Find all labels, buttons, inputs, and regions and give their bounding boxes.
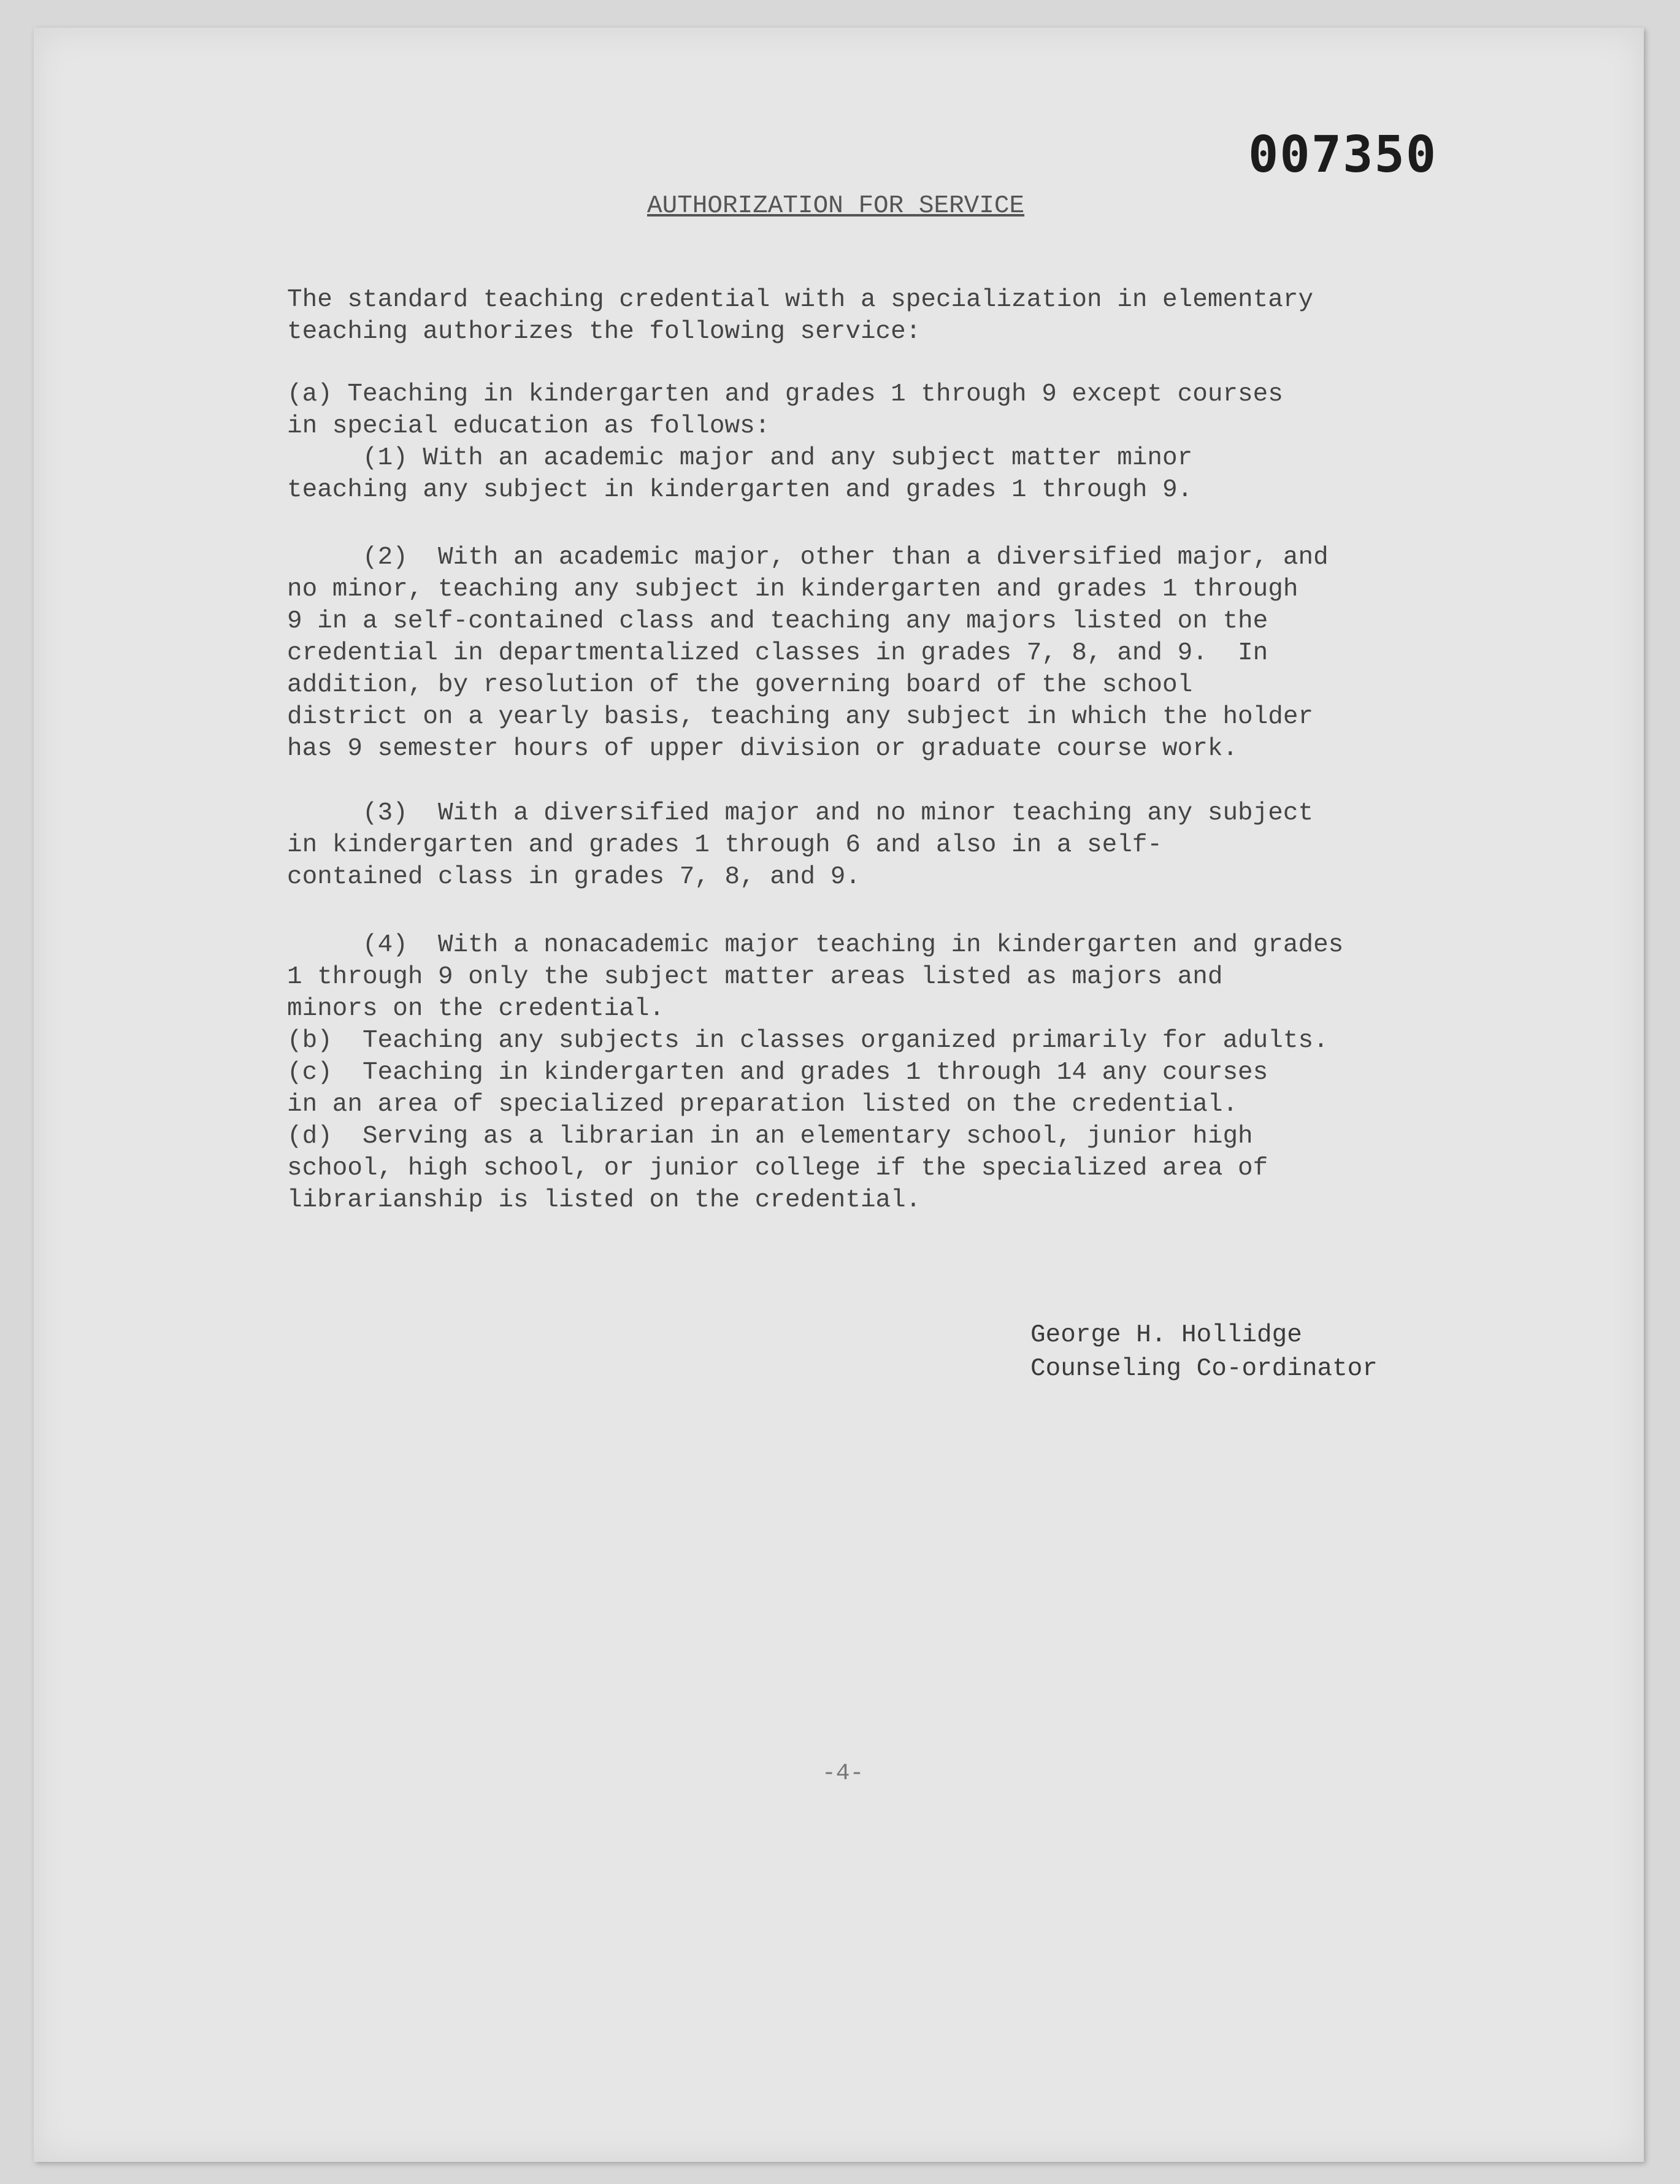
signature-title: Counseling Co-ordinator xyxy=(1030,1355,1378,1383)
document-page xyxy=(34,28,1644,2162)
document-number: 007350 xyxy=(1248,126,1438,184)
item-2-paragraph: (2) With an academic major, other than a diversified major, and no minor, teaching any subject in kindergarten and grades 1 through 9 in a self-contained class and teaching any majors listed on the credential in departmentalized classes in grades 7, 8, and 9. In addition, by resolution of the governing board of the school district on a yearly basis, teaching any subject in which the holder has 9 semester hours of upper division or graduate course work. xyxy=(287,543,1329,763)
item-a-paragraph: (a) Teaching in kindergarten and grades 1 through 9 except courses in special education as follows: (1) With an academic major and any subject matter minor teaching any subject in kindergarten and grades 1 through 9. xyxy=(287,380,1283,504)
document-title: AUTHORIZATION FOR SERVICE xyxy=(647,192,1025,220)
page-number: -4- xyxy=(822,1760,864,1787)
signature-name: George H. Hollidge xyxy=(1030,1321,1302,1349)
item-3-paragraph: (3) With a diversified major and no minor teaching any subject in kindergarten and grades 1 through 6 and also in a self- contained class in grades 7, 8, and 9. xyxy=(287,799,1314,891)
item-4-to-d-paragraph: (4) With a nonacademic major teaching in kindergarten and grades 1 through 9 only the subject matter areas listed as majors and minors on the credential. (b) Teaching any subjects in classes organized primarily for adults. (c) Teaching in kindergarten and grades 1 through 14 any courses in an area of specialized preparation listed on the credential. (d) Serving as a librarian in an elementary school, junior high school, high school, or junior college if the specialized area of librarianship is listed on the credential. xyxy=(287,931,1344,1214)
signature-block xyxy=(1030,1319,1378,1386)
intro-paragraph: The standard teaching credential with a specialization in elementary teaching authorizes the following service: xyxy=(287,286,1314,346)
